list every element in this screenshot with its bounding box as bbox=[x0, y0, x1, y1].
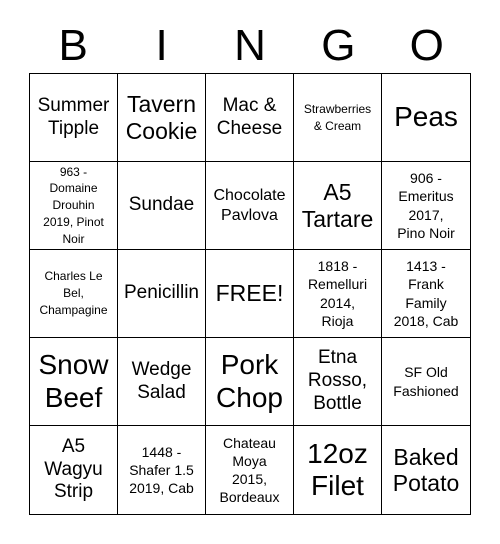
header-letter-b: B bbox=[58, 21, 88, 70]
bingo-header bbox=[29, 18, 471, 74]
header-letter-g: G bbox=[321, 21, 356, 70]
bingo-cell[interactable]: Baked Potato bbox=[392, 443, 460, 496]
bingo-cell[interactable]: Mac & Cheese bbox=[206, 74, 294, 162]
bingo-cell[interactable]: Chateau Moya 2015, Bordeaux bbox=[206, 426, 294, 514]
bingo-cell[interactable]: 963 - Domaine Drouhin 2019, Pinot Noir bbox=[30, 162, 118, 250]
bingo-cell[interactable]: 1818 - Remelluri 2014, Rioja bbox=[294, 250, 382, 338]
bingo-cell[interactable]: 12oz Filet bbox=[294, 426, 382, 514]
header-letter-o: O bbox=[409, 21, 444, 70]
bingo-cell[interactable]: Pork Chop bbox=[206, 338, 294, 426]
bingo-cell[interactable]: Sundae bbox=[118, 162, 206, 250]
bingo-cell[interactable]: Strawberries & Cream bbox=[294, 74, 382, 162]
bingo-cell[interactable]: 906 - Emeritus 2017, Pino Noir bbox=[382, 162, 470, 250]
bingo-cell[interactable]: SF Old Fashioned bbox=[382, 338, 470, 426]
bingo-cell[interactable]: Penicillin bbox=[118, 250, 206, 338]
free-space-cell[interactable]: FREE! bbox=[206, 250, 294, 338]
bingo-cell[interactable]: 1448 - Shafer 1.5 2019, Cab bbox=[118, 426, 206, 514]
header-letter-i: I bbox=[155, 21, 168, 70]
bingo-cell[interactable]: Peas bbox=[382, 74, 470, 162]
bingo-cell[interactable]: Wedge Salad bbox=[118, 338, 206, 426]
header-letter-n: N bbox=[234, 21, 266, 70]
bingo-cell[interactable]: 1413 - Frank Family 2018, Cab bbox=[382, 250, 470, 338]
bingo-board bbox=[29, 73, 471, 515]
bingo-cell[interactable]: A5 Wagyu Strip bbox=[30, 426, 118, 514]
bingo-cell[interactable]: A5 Tartare bbox=[294, 162, 382, 250]
bingo-cell[interactable]: Snow Beef bbox=[30, 338, 118, 426]
bingo-cell[interactable]: Summer Tipple bbox=[30, 74, 118, 162]
bingo-cell[interactable]: Chocolate Pavlova bbox=[206, 162, 294, 250]
bingo-cell[interactable]: Tavern Cookie bbox=[118, 74, 206, 162]
bingo-cell[interactable]: Charles Le Bel, Champagine bbox=[30, 250, 118, 338]
bingo-cell[interactable]: Etna Rosso, Bottle bbox=[294, 338, 382, 426]
